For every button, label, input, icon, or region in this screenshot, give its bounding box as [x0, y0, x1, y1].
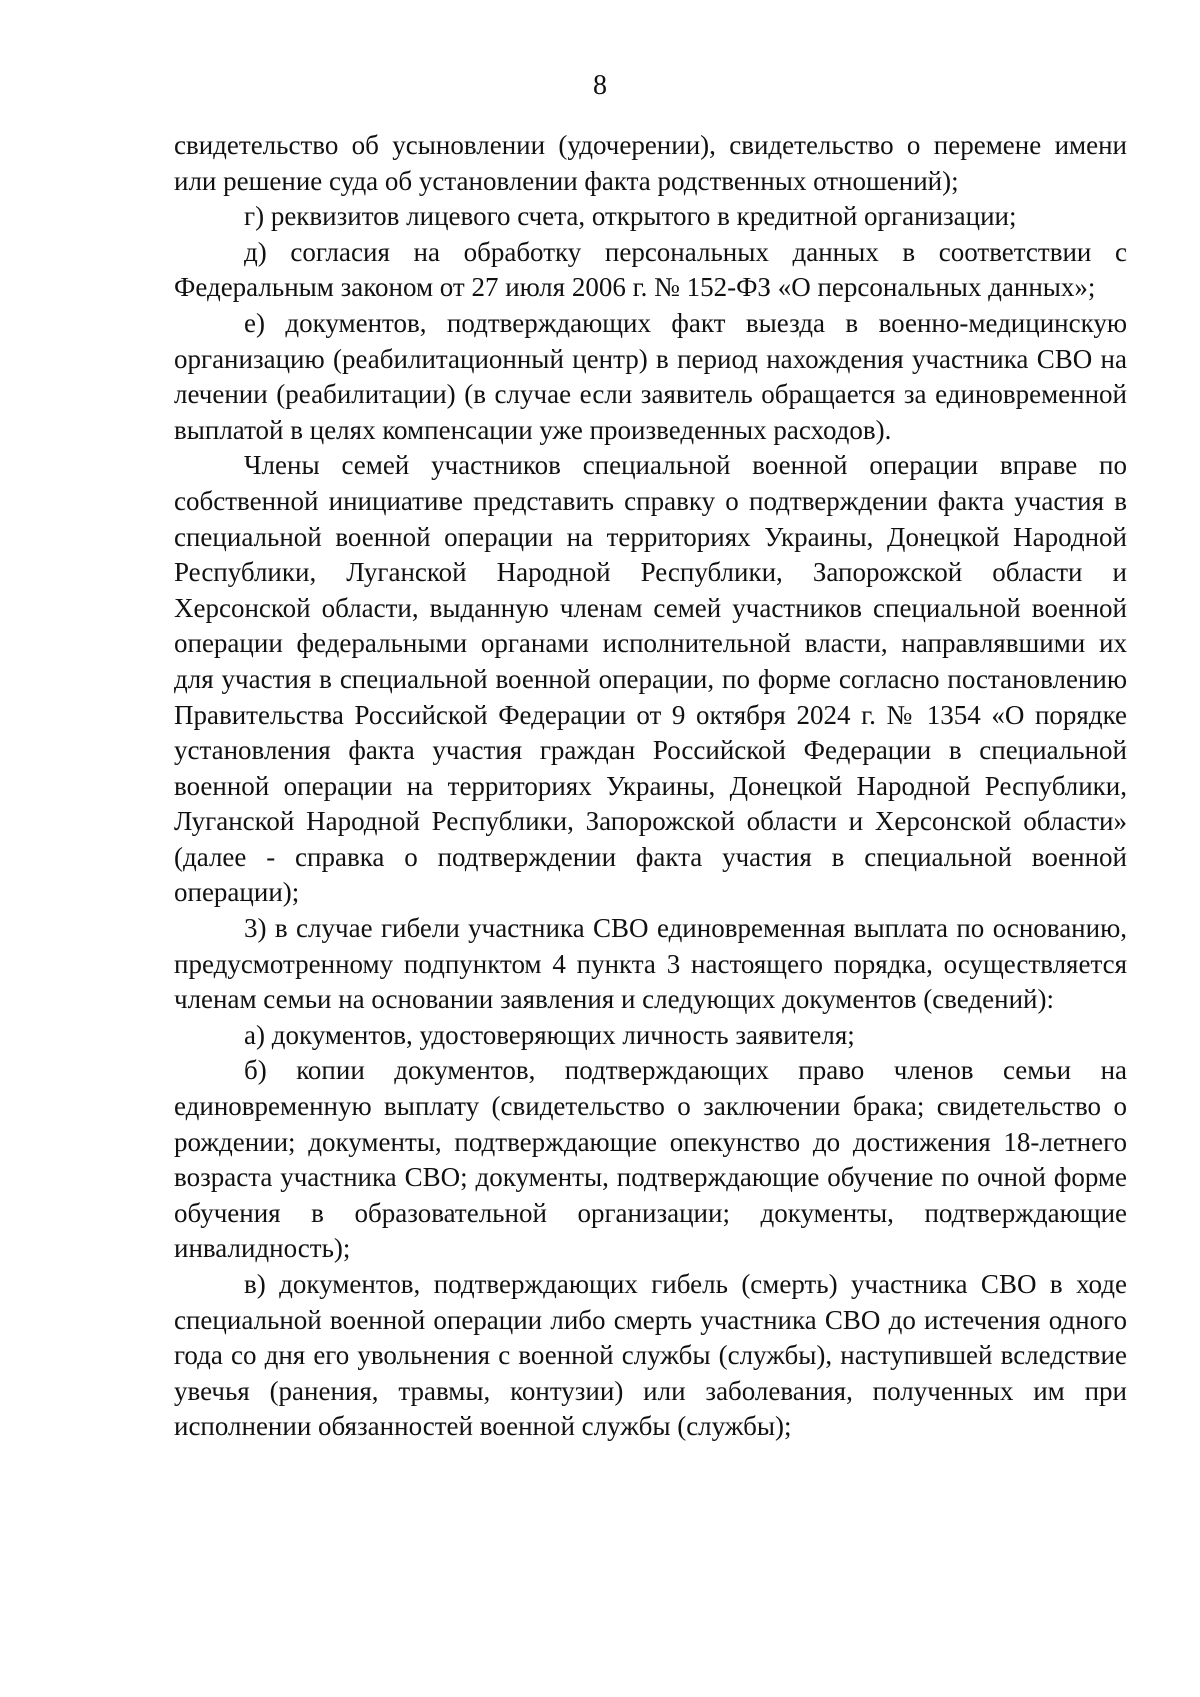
document-body	[174, 128, 1127, 1445]
paragraph-item-g: г) реквизитов лицевого счета, открытого в кредитной организации;	[244, 201, 1017, 232]
paragraph-family-members: Члены семей участников специальной военной операции вправе по собственной инициативе представить справку о подтверждении факта участия в специальной военной операции на территориях Украины, Донецкой Народной Республики, Луганской Народной Республики, Запорожской области и Херсонской области, выданную членам семей участников специальной военной операции федеральными органами исполнительной власти, направлявшими их для участия в специальной военной операции, по форме согласно постановлению Правительства Российской Федерации от 9 октября 2024 г. № 1354 «О порядке установления факта участия граждан Российской Федерации в специальной военной операции на территориях Украины, Донецкой Народной Республики, Луганской Народной Республики, Запорожской области и Херсонской области» (далее - справка о подтверждении факта участия в специальной военной операции);	[174, 450, 1127, 908]
paragraph-item-a: а) документов, удостоверяющих личность заявителя;	[244, 1019, 855, 1050]
paragraph-item-e: е) документов, подтверждающих факт выезда в военно-медицинскую организацию (реабилитационный центр) в период нахождения участника СВО на лечении (реабилитации) (в случае если заявитель обращается за единовременной выплатой в целях компенсации уже произведенных расходов).	[174, 307, 1127, 445]
paragraph-item-d: д) согласия на обработку персональных данных в соответствии с Федеральным законом от 27 июля 2006 г. № 152-ФЗ «О персональных данных»;	[174, 236, 1127, 303]
paragraph-item-v: в) документов, подтверждающих гибель (смерть) участника СВО в ходе специальной военной операции либо смерть участника СВО до истечения одного года со дня его увольнения с военной службы (службы), наступившей вследствие увечья (ранения, травмы, контузии) или заболевания, полученных им при исполнении обязанностей военной службы (службы);	[174, 1269, 1127, 1442]
paragraph-continuation: свидетельство об усыновлении (удочерении), свидетельство о перемене имени или решение суда об установлении факта родственных отношений);	[174, 130, 1127, 196]
page-number: 8	[593, 70, 607, 101]
paragraph-item-b: б) копии документов, подтверждающих право членов семьи на единовременную выплату (свидетельство о заключении брака; свидетельство о рождении; документы, подтверждающие опекунство до достижения 18-летнего возраста участника СВО; документы, подтверждающие обучение по очной форме обучения в образовательной организации; документы, подтверждающие инвалидность);	[174, 1055, 1127, 1264]
paragraph-item-3: 3) в случае гибели участника СВО единовременная выплата по основанию, предусмотренному подпунктом 4 пункта 3 настоящего порядка, осуществляется членам семьи на основании заявления и следующих документов (сведений):	[174, 913, 1127, 1015]
